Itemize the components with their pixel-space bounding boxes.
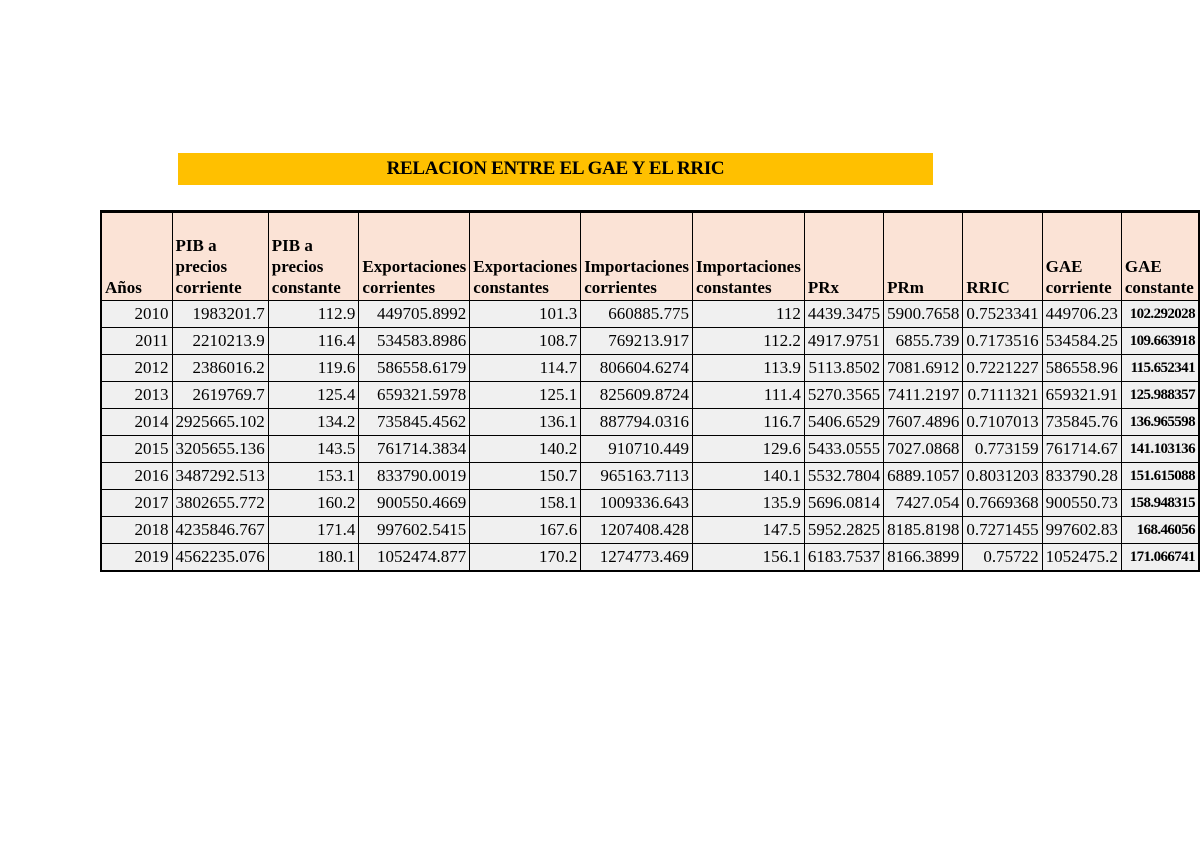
- table-cell[interactable]: 2013: [101, 382, 172, 409]
- table-cell[interactable]: 449706.23: [1042, 301, 1121, 328]
- table-cell[interactable]: 0.8031203: [963, 463, 1042, 490]
- table-cell[interactable]: 160.2: [268, 490, 359, 517]
- table-cell[interactable]: 0.7107013: [963, 409, 1042, 436]
- table-cell[interactable]: 114.7: [470, 355, 581, 382]
- table-cell[interactable]: 5532.7804: [804, 463, 883, 490]
- table-row: [101, 517, 1199, 544]
- table-cell[interactable]: 112: [693, 301, 805, 328]
- table-cell[interactable]: 101.3: [470, 301, 581, 328]
- table-cell[interactable]: 0.773159: [963, 436, 1042, 463]
- table-cell[interactable]: 997602.5415: [359, 517, 470, 544]
- table-row: [101, 355, 1199, 382]
- header-cell-prx[interactable]: PRx: [804, 212, 883, 301]
- table-cell[interactable]: 900550.73: [1042, 490, 1121, 517]
- table-cell[interactable]: 136.965598: [1121, 409, 1199, 436]
- table-cell[interactable]: 0.7271455: [963, 517, 1042, 544]
- table-cell[interactable]: 2010: [101, 301, 172, 328]
- table-cell[interactable]: 0.7221227: [963, 355, 1042, 382]
- header-cell-pib-corriente[interactable]: PIB a precios corriente: [172, 212, 268, 301]
- header-row: [101, 212, 1199, 301]
- table-cell[interactable]: 143.5: [268, 436, 359, 463]
- table-cell[interactable]: 171.066741: [1121, 544, 1199, 572]
- table-cell[interactable]: 7427.054: [884, 490, 963, 517]
- table-cell[interactable]: 116.7: [693, 409, 805, 436]
- table-cell[interactable]: 586558.6179: [359, 355, 470, 382]
- table-cell[interactable]: 147.5: [693, 517, 805, 544]
- table-cell[interactable]: 7027.0868: [884, 436, 963, 463]
- table-row: [101, 463, 1199, 490]
- table-cell[interactable]: 2386016.2: [172, 355, 268, 382]
- table-cell[interactable]: 4562235.076: [172, 544, 268, 572]
- table-cell[interactable]: 4917.9751: [804, 328, 883, 355]
- table-cell[interactable]: 2019: [101, 544, 172, 572]
- table-cell[interactable]: 0.75722: [963, 544, 1042, 572]
- table-cell[interactable]: 2925665.102: [172, 409, 268, 436]
- table-cell[interactable]: 965163.7113: [581, 463, 693, 490]
- table-cell[interactable]: 5270.3565: [804, 382, 883, 409]
- table-cell[interactable]: 113.9: [693, 355, 805, 382]
- table-cell[interactable]: 168.46056: [1121, 517, 1199, 544]
- table-cell[interactable]: 5433.0555: [804, 436, 883, 463]
- table-cell[interactable]: 134.2: [268, 409, 359, 436]
- table-cell[interactable]: 3487292.513: [172, 463, 268, 490]
- table-cell[interactable]: 586558.96: [1042, 355, 1121, 382]
- header-cell-exp-constantes[interactable]: Exportaciones constantes: [470, 212, 581, 301]
- table-cell[interactable]: 112.2: [693, 328, 805, 355]
- table-cell[interactable]: 140.1: [693, 463, 805, 490]
- table-cell[interactable]: 156.1: [693, 544, 805, 572]
- table-cell[interactable]: 4439.3475: [804, 301, 883, 328]
- table-cell[interactable]: 0.7669368: [963, 490, 1042, 517]
- table-cell[interactable]: 116.4: [268, 328, 359, 355]
- header-cell-prm[interactable]: PRm: [884, 212, 963, 301]
- header-cell-gae-corriente[interactable]: GAE corriente: [1042, 212, 1121, 301]
- header-cell-imp-constantes[interactable]: Importaciones constantes: [693, 212, 805, 301]
- table-cell[interactable]: 997602.83: [1042, 517, 1121, 544]
- table-cell[interactable]: 761714.67: [1042, 436, 1121, 463]
- table-cell[interactable]: 806604.6274: [581, 355, 693, 382]
- header-cell-pib-constante[interactable]: PIB a precios constante: [268, 212, 359, 301]
- header-cell-gae-constante[interactable]: GAE constante: [1121, 212, 1199, 301]
- table-cell[interactable]: 735845.76: [1042, 409, 1121, 436]
- table-cell[interactable]: 659321.91: [1042, 382, 1121, 409]
- table-cell[interactable]: 900550.4669: [359, 490, 470, 517]
- table-cell[interactable]: 6855.739: [884, 328, 963, 355]
- table-cell[interactable]: 7081.6912: [884, 355, 963, 382]
- table-cell[interactable]: 141.103136: [1121, 436, 1199, 463]
- table-cell[interactable]: 7411.2197: [884, 382, 963, 409]
- table-cell[interactable]: 4235846.767: [172, 517, 268, 544]
- table-cell[interactable]: 659321.5978: [359, 382, 470, 409]
- table-cell[interactable]: 109.663918: [1121, 328, 1199, 355]
- table-cell[interactable]: 1207408.428: [581, 517, 693, 544]
- table-cell[interactable]: 6889.1057: [884, 463, 963, 490]
- table-cell[interactable]: 167.6: [470, 517, 581, 544]
- table-row: [101, 328, 1199, 355]
- table-cell[interactable]: 735845.4562: [359, 409, 470, 436]
- table-cell[interactable]: 129.6: [693, 436, 805, 463]
- table-cell[interactable]: 8185.8198: [884, 517, 963, 544]
- table-cell[interactable]: 1052475.2: [1042, 544, 1121, 572]
- table-cell[interactable]: 825609.8724: [581, 382, 693, 409]
- table-cell[interactable]: 8166.3899: [884, 544, 963, 572]
- table-cell[interactable]: 449705.8992: [359, 301, 470, 328]
- table-cell[interactable]: 112.9: [268, 301, 359, 328]
- table-row: [101, 301, 1199, 328]
- table-cell[interactable]: 111.4: [693, 382, 805, 409]
- table-row: [101, 490, 1199, 517]
- table-cell[interactable]: 5696.0814: [804, 490, 883, 517]
- table-cell[interactable]: 887794.0316: [581, 409, 693, 436]
- table-cell[interactable]: 2017: [101, 490, 172, 517]
- table-cell[interactable]: 2210213.9: [172, 328, 268, 355]
- table-cell[interactable]: 769213.917: [581, 328, 693, 355]
- table-cell[interactable]: 171.4: [268, 517, 359, 544]
- table-cell[interactable]: 0.7173516: [963, 328, 1042, 355]
- table-cell[interactable]: 5406.6529: [804, 409, 883, 436]
- table-cell[interactable]: 6183.7537: [804, 544, 883, 572]
- table-cell[interactable]: 1052474.877: [359, 544, 470, 572]
- table-cell[interactable]: 660885.775: [581, 301, 693, 328]
- table-cell[interactable]: 534584.25: [1042, 328, 1121, 355]
- table-cell[interactable]: 136.1: [470, 409, 581, 436]
- table-cell[interactable]: 1274773.469: [581, 544, 693, 572]
- data-table: [100, 210, 1200, 572]
- table-row: [101, 409, 1199, 436]
- table-row: [101, 436, 1199, 463]
- table-cell[interactable]: 2016: [101, 463, 172, 490]
- table-row: [101, 544, 1199, 572]
- sheet-title: RELACION ENTRE EL GAE Y EL RRIC: [178, 153, 933, 185]
- table-cell[interactable]: 140.2: [470, 436, 581, 463]
- table-cell[interactable]: 150.7: [470, 463, 581, 490]
- table-row: [101, 382, 1199, 409]
- table-cell[interactable]: 2018: [101, 517, 172, 544]
- header-cell-rric[interactable]: RRIC: [963, 212, 1042, 301]
- table-cell[interactable]: 153.1: [268, 463, 359, 490]
- table-cell[interactable]: 158.948315: [1121, 490, 1199, 517]
- table-cell[interactable]: 2619769.7: [172, 382, 268, 409]
- table-cell[interactable]: 761714.3834: [359, 436, 470, 463]
- table-cell[interactable]: 5952.2825: [804, 517, 883, 544]
- table-cell[interactable]: 5113.8502: [804, 355, 883, 382]
- table-cell[interactable]: 534583.8986: [359, 328, 470, 355]
- table-cell[interactable]: 7607.4896: [884, 409, 963, 436]
- table-cell[interactable]: 151.615088: [1121, 463, 1199, 490]
- table-cell[interactable]: 135.9: [693, 490, 805, 517]
- table-cell[interactable]: 180.1: [268, 544, 359, 572]
- table-cell[interactable]: 0.7111321: [963, 382, 1042, 409]
- header-cell-imp-corrientes[interactable]: Importaciones corrientes: [581, 212, 693, 301]
- table-cell[interactable]: 125.988357: [1121, 382, 1199, 409]
- header-cell-anos[interactable]: Años: [101, 212, 172, 301]
- table-cell[interactable]: 3205655.136: [172, 436, 268, 463]
- table-cell[interactable]: 2015: [101, 436, 172, 463]
- table-cell[interactable]: 108.7: [470, 328, 581, 355]
- table-cell[interactable]: 125.4: [268, 382, 359, 409]
- table-cell[interactable]: 910710.449: [581, 436, 693, 463]
- table-cell[interactable]: 125.1: [470, 382, 581, 409]
- table-cell[interactable]: 0.7523341: [963, 301, 1042, 328]
- table-cell[interactable]: 115.652341: [1121, 355, 1199, 382]
- table-cell[interactable]: 158.1: [470, 490, 581, 517]
- table-cell[interactable]: 2012: [101, 355, 172, 382]
- table-cell[interactable]: 833790.0019: [359, 463, 470, 490]
- table-cell[interactable]: 5900.7658: [884, 301, 963, 328]
- header-cell-exp-corrientes[interactable]: Exportaciones corrientes: [359, 212, 470, 301]
- table-cell[interactable]: 1983201.7: [172, 301, 268, 328]
- table-cell[interactable]: 2011: [101, 328, 172, 355]
- table-cell[interactable]: 119.6: [268, 355, 359, 382]
- table-cell[interactable]: 170.2: [470, 544, 581, 572]
- table-cell[interactable]: 1009336.643: [581, 490, 693, 517]
- table-cell[interactable]: 2014: [101, 409, 172, 436]
- table-cell[interactable]: 102.292028: [1121, 301, 1199, 328]
- table-cell[interactable]: 3802655.772: [172, 490, 268, 517]
- table-cell[interactable]: 833790.28: [1042, 463, 1121, 490]
